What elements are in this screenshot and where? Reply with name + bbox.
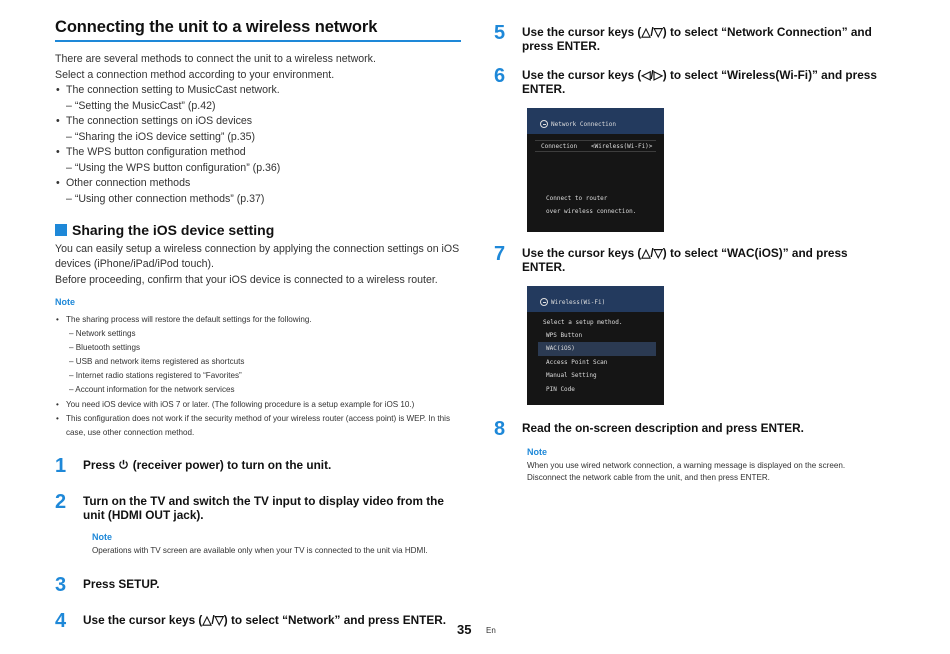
step-text: Use the cursor keys (△/▽) to select “Network Connection” and press ENTER. xyxy=(522,25,872,53)
intro-line: Select a connection method according to your environment. xyxy=(55,69,335,81)
step-7 xyxy=(494,243,894,274)
list-item: • The connection settings on iOS devices – “Sharing the iOS device setting” (p.35) xyxy=(55,114,461,145)
menu-item[interactable]: Manual Setting xyxy=(546,372,597,380)
step-2-note xyxy=(55,532,461,557)
step-text: Use the cursor keys (△/▽) to select “Network” and press ENTER. xyxy=(83,612,446,627)
page-reference: – “Setting the MusicCast” (p.42) xyxy=(66,99,216,112)
page-title: Connecting the unit to a wireless network xyxy=(55,18,461,42)
step-number: 3 xyxy=(55,573,67,596)
page-number: 35 xyxy=(457,622,472,637)
tv-screen-wireless xyxy=(527,286,664,405)
step-text: Use the cursor keys (△/▽) to select “WAC(iOS)” and press ENTER. xyxy=(522,246,848,274)
note-item: • You need iOS device with iOS 7 or later. (The following procedure is a setup example for iOS 10.) xyxy=(56,399,415,409)
section-paragraph: You can easily setup a wireless connection by applying the connection settings on iOS devices (iPhone/iPad/iPod touch). xyxy=(55,243,460,270)
step-6 xyxy=(494,65,894,96)
step-8-note xyxy=(494,447,894,484)
screen-message: Connect to router over wireless connection. xyxy=(546,195,637,215)
note-item: • The sharing process will restore the default settings for the following. – Network settings – Bluetooth settings – USB and network items registered as shortcuts – Internet radio stations registered to “Favorites” – Account information for the network services xyxy=(55,313,461,398)
menu-item[interactable]: PIN Code xyxy=(546,385,575,393)
right-column xyxy=(494,22,894,484)
screen-header xyxy=(527,108,664,134)
page-reference: – “Using other connection methods” (p.37) xyxy=(66,192,265,205)
menu-item[interactable]: Access Point Scan xyxy=(546,358,608,366)
connection-value: <Wireless(Wi-Fi)> xyxy=(591,142,653,150)
screen-header xyxy=(527,286,664,312)
connection-label: Connection xyxy=(541,142,578,150)
note-subitem: – Bluetooth settings xyxy=(69,342,141,352)
setup-method-list xyxy=(527,329,664,396)
list-item: • The connection setting to MusicCast network. – “Setting the MusicCast” (p.42) xyxy=(55,83,461,114)
step-text: Turn on the TV and switch the TV input to display video from the unit (HDMI OUT jack). xyxy=(83,493,444,522)
menu-item-selected[interactable]: WAC(iOS) xyxy=(538,342,656,355)
step-text: Press SETUP. xyxy=(83,576,160,591)
note-text: When you use wired network connection, a warning message is displayed on the screen. xyxy=(527,461,846,470)
step-text: Use the cursor keys (◁/▷) to select “Wireless(Wi-Fi)” and press ENTER. xyxy=(522,68,877,96)
list-item: • Other connection methods – “Using other connection methods” (p.37) xyxy=(55,176,461,207)
screen-subtitle: Select a setup method. xyxy=(543,319,623,326)
note-subitem: – USB and network items registered as shortcuts xyxy=(69,356,245,366)
step-number: 5 xyxy=(494,22,506,44)
intro-line: There are several methods to connect the unit to a wireless network. xyxy=(55,53,376,65)
globe-icon xyxy=(540,120,548,128)
page-language: En xyxy=(486,626,496,635)
page-reference: – “Sharing the iOS device setting” (p.35) xyxy=(66,130,256,143)
tv-screen-network-connection xyxy=(527,108,664,232)
page-reference: – “Using the WPS button configuration” (p.36) xyxy=(66,161,281,174)
step-4 xyxy=(55,609,461,632)
menu-item[interactable]: WPS Button xyxy=(546,332,583,339)
step-number: 6 xyxy=(494,65,506,87)
step-text: Read the on-screen description and press ENTER. xyxy=(522,421,804,435)
left-column xyxy=(55,18,461,631)
screen-title: Wireless(Wi-Fi) xyxy=(551,298,606,306)
section-body xyxy=(55,242,461,288)
step-8 xyxy=(494,418,894,440)
step-number: 7 xyxy=(494,243,506,265)
section-paragraph: Before proceeding, confirm that your iOS device is connected to a wireless router. xyxy=(55,274,438,286)
section-square-icon xyxy=(55,224,67,236)
note-label: Note xyxy=(92,531,112,542)
step-3 xyxy=(55,573,461,596)
step-number: 1 xyxy=(55,454,67,477)
connection-row xyxy=(535,140,656,152)
note-subitem: – Network settings xyxy=(69,328,136,338)
power-icon xyxy=(118,459,129,470)
note-block xyxy=(55,297,461,440)
globe-icon xyxy=(540,298,548,306)
step-number: 2 xyxy=(55,490,67,513)
step-number: 8 xyxy=(494,418,506,440)
step-number: 4 xyxy=(55,609,67,632)
list-item: • The WPS button configuration method – “Using the WPS button configuration” (p.36) xyxy=(55,145,461,176)
note-label: Note xyxy=(527,447,547,457)
note-item: • This configuration does not work if the security method of your wireless router (access point) is WEP. In this case, use other connection method. xyxy=(56,413,451,437)
screen-title: Network Connection xyxy=(551,120,617,128)
note-text: Operations with TV screen are available only when your TV is connected to the unit via HDMI. xyxy=(92,545,428,555)
note-subitem: – Account information for the network services xyxy=(69,385,235,395)
intro xyxy=(55,51,461,207)
note-text: Disconnect the network cable from the unit, and then press ENTER. xyxy=(527,473,770,482)
step-text: Press (receiver power) to turn on the unit. xyxy=(83,457,332,472)
step-5 xyxy=(494,22,894,53)
step-1 xyxy=(55,454,461,477)
note-subitem: – Internet radio stations registered to “Favorites” xyxy=(69,371,242,381)
method-list xyxy=(55,83,461,207)
note-label: Note xyxy=(55,296,75,307)
step-2 xyxy=(55,490,461,522)
section-title: Sharing the iOS device setting xyxy=(55,222,461,238)
